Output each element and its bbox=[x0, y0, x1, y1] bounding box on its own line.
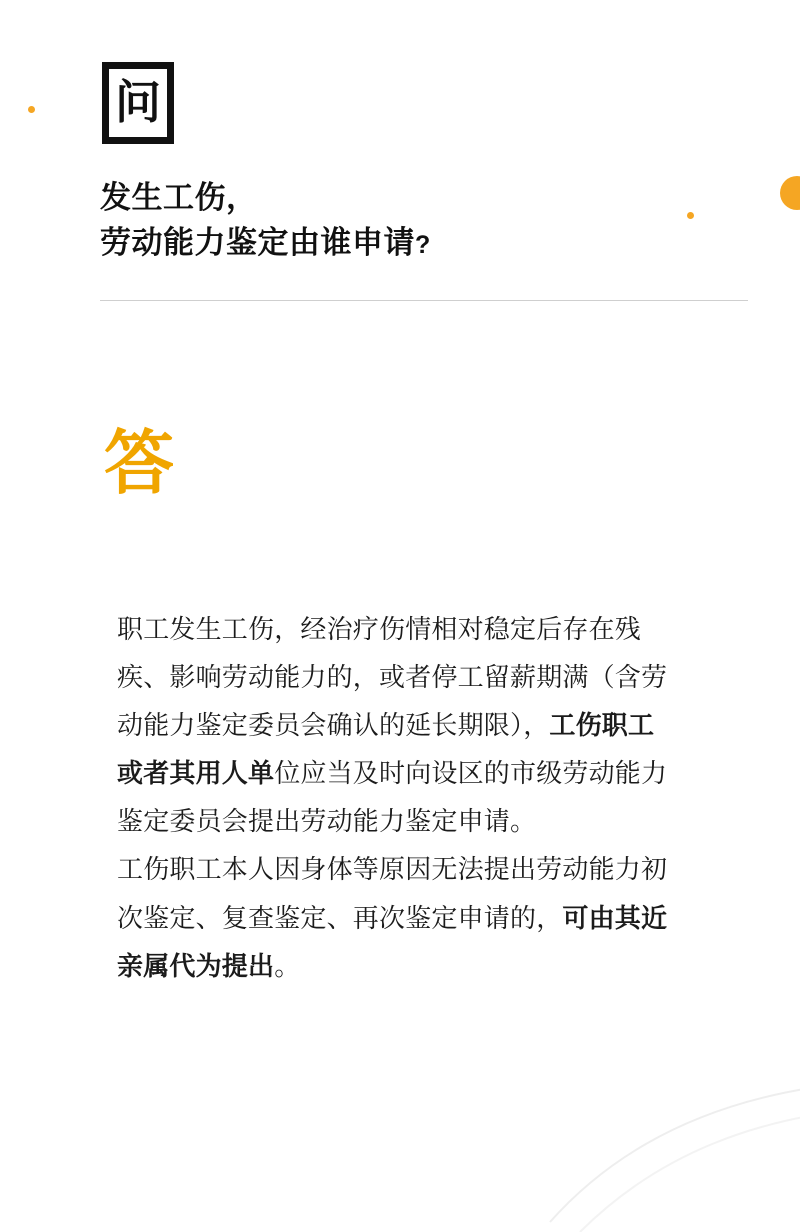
answer-p1-text-a: 职工发生工伤，经治疗伤情相对稳定后存在残疾、影响劳动能力的，或者停工留薪期满（含劳动能力鉴定委员会确认的延长期限）， bbox=[117, 614, 668, 741]
question-line-2-wrapper bbox=[100, 221, 720, 266]
answer-p1-text-b: 位应当及时向设区的市级劳动能力鉴定委员会提出劳动能力鉴定申请。 bbox=[117, 758, 668, 837]
question-line-1: 发生工伤， bbox=[100, 180, 258, 215]
answer-p2-text-b: 。 bbox=[274, 950, 301, 981]
title-divider bbox=[100, 300, 748, 301]
question-line-2: 劳动能力鉴定由谁申请 bbox=[100, 224, 415, 260]
answer-mark-badge: 答 bbox=[104, 422, 174, 504]
decorative-dot-large bbox=[780, 176, 800, 210]
answer-p2-emphasis: 可由其近亲属代为提出 bbox=[117, 902, 668, 981]
background-swoosh-icon bbox=[540, 1012, 800, 1232]
answer-p1-emphasis: 工伤职工或者其用人单 bbox=[117, 710, 655, 789]
answer-p2-text-a: 工伤职工本人因身体等原因无法提出劳动能力初次鉴定、复查鉴定、再次鉴定申请的， bbox=[117, 854, 668, 933]
answer-paragraph-1 bbox=[117, 605, 677, 845]
page-title bbox=[100, 176, 720, 266]
answer-body bbox=[117, 605, 677, 990]
question-badge-label: 问 bbox=[115, 75, 161, 129]
answer-paragraph-2 bbox=[117, 845, 677, 989]
decorative-dot-left bbox=[28, 106, 35, 113]
question-suffix: ? bbox=[415, 230, 431, 259]
question-mark-badge bbox=[102, 62, 174, 144]
